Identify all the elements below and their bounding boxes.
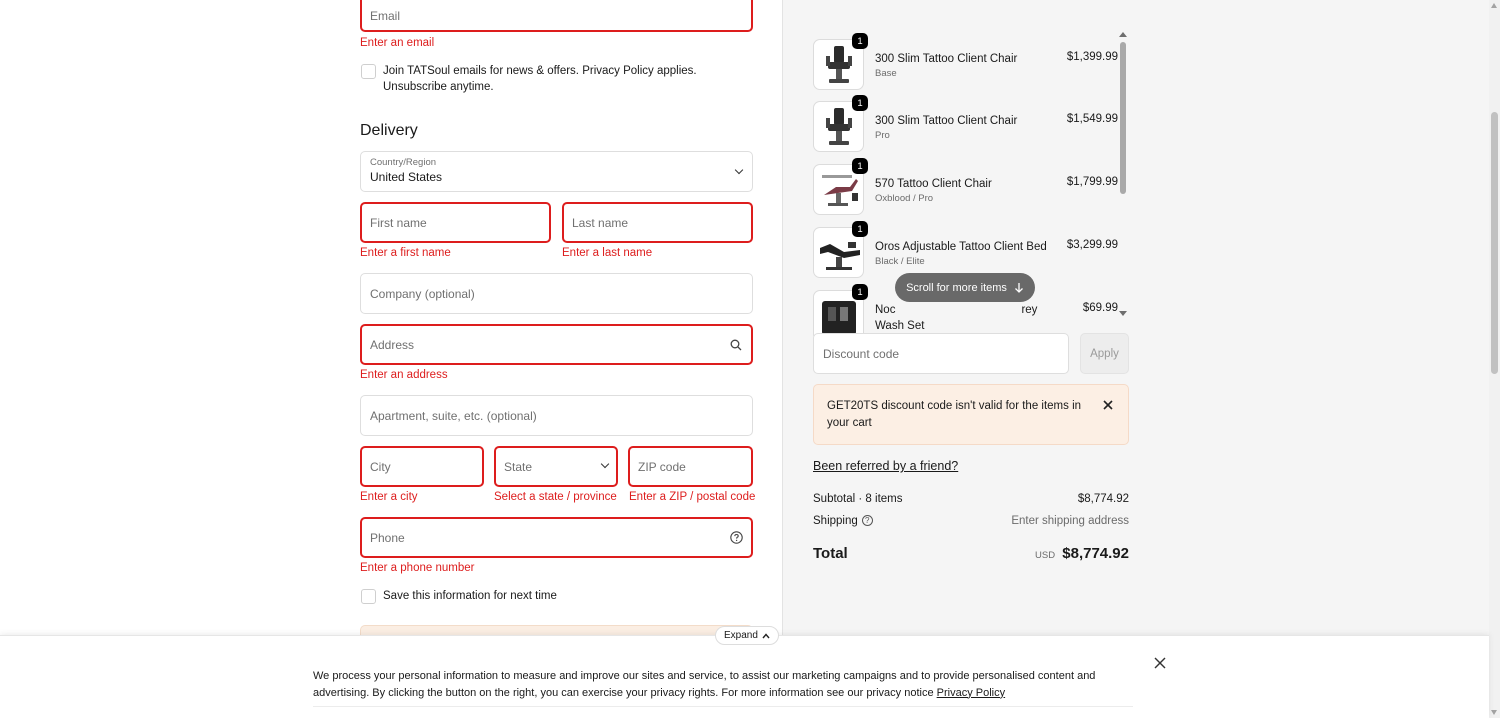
quantity-badge: 1 <box>852 95 868 111</box>
country-value: United States <box>370 170 443 184</box>
phone-field[interactable]: Phone <box>360 517 753 558</box>
apply-discount-button[interactable]: Apply <box>1080 333 1129 374</box>
close-icon[interactable] <box>1102 399 1114 411</box>
save-info-label: Save this information for next time <box>383 590 557 602</box>
shipping-label-row: Shipping ? <box>813 515 873 527</box>
address-field[interactable]: Address <box>360 324 753 365</box>
delivery-heading: Delivery <box>360 122 418 139</box>
subtotal-value: $8,774.92 <box>1077 493 1129 505</box>
email-field[interactable]: Email <box>360 0 753 32</box>
last-name-error: Enter a last name <box>562 247 653 259</box>
divider <box>313 706 1133 707</box>
chevron-down-icon <box>601 459 609 467</box>
apartment-field[interactable]: Apartment, suite, etc. (optional) <box>360 395 753 436</box>
item-name: Noc rey Wash Set <box>875 304 1038 332</box>
subtotal-label: Subtotal · 8 items <box>813 493 903 505</box>
item-name: Oros Adjustable Tattoo Client Bed <box>875 241 1047 253</box>
total-label: Total <box>813 545 848 562</box>
referral-link[interactable]: Been referred by a friend? <box>813 459 959 473</box>
help-icon[interactable]: ? <box>862 515 873 526</box>
quantity-badge: 1 <box>852 158 868 174</box>
item-variant: Pro <box>875 130 890 141</box>
quantity-badge: 1 <box>852 33 868 49</box>
scrollbar-thumb[interactable] <box>1120 42 1126 194</box>
scroll-for-more-button[interactable]: Scroll for more items <box>895 273 1035 302</box>
save-info-checkbox[interactable] <box>361 589 376 604</box>
last-name-field[interactable]: Last name <box>562 202 753 243</box>
phone-error: Enter a phone number <box>360 562 475 574</box>
item-price: $1,399.99 <box>1066 51 1118 63</box>
quantity-badge: 1 <box>852 284 868 300</box>
item-price: $3,299.99 <box>1066 239 1118 251</box>
company-field[interactable]: Company (optional) <box>360 273 753 314</box>
email-error: Enter an email <box>360 37 435 49</box>
item-variant: Base <box>875 68 897 79</box>
help-icon[interactable] <box>729 531 743 545</box>
total-value: $8,774.92 <box>1062 545 1129 562</box>
shipping-value: Enter shipping address <box>1011 515 1129 527</box>
total-currency: USD <box>1035 550 1056 561</box>
zip-error: Enter a ZIP / postal code <box>629 491 756 503</box>
country-select[interactable] <box>360 151 753 192</box>
cookie-consent-banner <box>0 635 1489 718</box>
quantity-badge: 1 <box>852 221 868 237</box>
newsletter-checkbox[interactable] <box>361 64 376 79</box>
scroll-down-arrow-icon[interactable] <box>1119 311 1127 316</box>
close-icon[interactable] <box>1153 656 1167 670</box>
state-error: Select a state / province <box>494 491 617 503</box>
first-name-field[interactable]: First name <box>360 202 551 243</box>
search-icon <box>729 338 743 352</box>
item-name: 300 Slim Tattoo Client Chair <box>875 115 1018 127</box>
item-price: $1,549.99 <box>1066 113 1118 125</box>
state-select[interactable]: State <box>494 446 618 487</box>
item-name: 570 Tattoo Client Chair <box>875 178 992 190</box>
item-price: $1,799.99 <box>1066 176 1118 188</box>
alert-message: GET20TS discount code isn't valid for the items in your cart <box>827 400 1082 429</box>
country-label: Country/Region <box>370 157 437 168</box>
cart-item <box>812 97 1118 151</box>
arrow-down-icon <box>1014 282 1024 293</box>
zip-field[interactable]: ZIP code <box>628 446 753 487</box>
privacy-policy-link[interactable]: Privacy Policy <box>936 686 1006 699</box>
cookie-text: We process your personal information to measure and improve our sites and service, to assist our marketing campaigns and to provide personalised content and advertising. By clicking the button on the right, you can exercise your privacy rights. For more information see our privacy notice Privacy Policy <box>313 670 1096 699</box>
item-variant: Oxblood / Pro <box>875 193 934 204</box>
scroll-down-arrow-icon[interactable] <box>1491 710 1497 715</box>
discount-code-input[interactable]: Discount code <box>813 333 1069 374</box>
item-variant: Black / Elite <box>875 256 925 267</box>
newsletter-label: Join TATSoul emails for news & offers. Privacy Policy applies. Unsubscribe anytime. <box>383 65 697 93</box>
address-error: Enter an address <box>360 369 448 381</box>
scrollbar-thumb[interactable] <box>1491 112 1498 374</box>
cart-item <box>812 35 1118 89</box>
city-field[interactable]: City <box>360 446 484 487</box>
cart-item <box>812 160 1118 214</box>
expand-button[interactable]: Expand <box>715 626 779 645</box>
discount-error-alert <box>813 384 1129 445</box>
item-price: $69.99 <box>1082 302 1118 314</box>
page-scrollbar[interactable] <box>1489 0 1500 718</box>
city-error: Enter a city <box>360 491 418 503</box>
first-name-error: Enter a first name <box>360 247 451 259</box>
cart-scrollbar[interactable] <box>1119 30 1127 318</box>
cart-item <box>812 223 1118 277</box>
chevron-up-icon <box>762 633 770 639</box>
scroll-up-arrow-icon[interactable] <box>1491 3 1497 8</box>
item-name: 300 Slim Tattoo Client Chair <box>875 53 1018 65</box>
scroll-up-arrow-icon[interactable] <box>1119 32 1127 37</box>
